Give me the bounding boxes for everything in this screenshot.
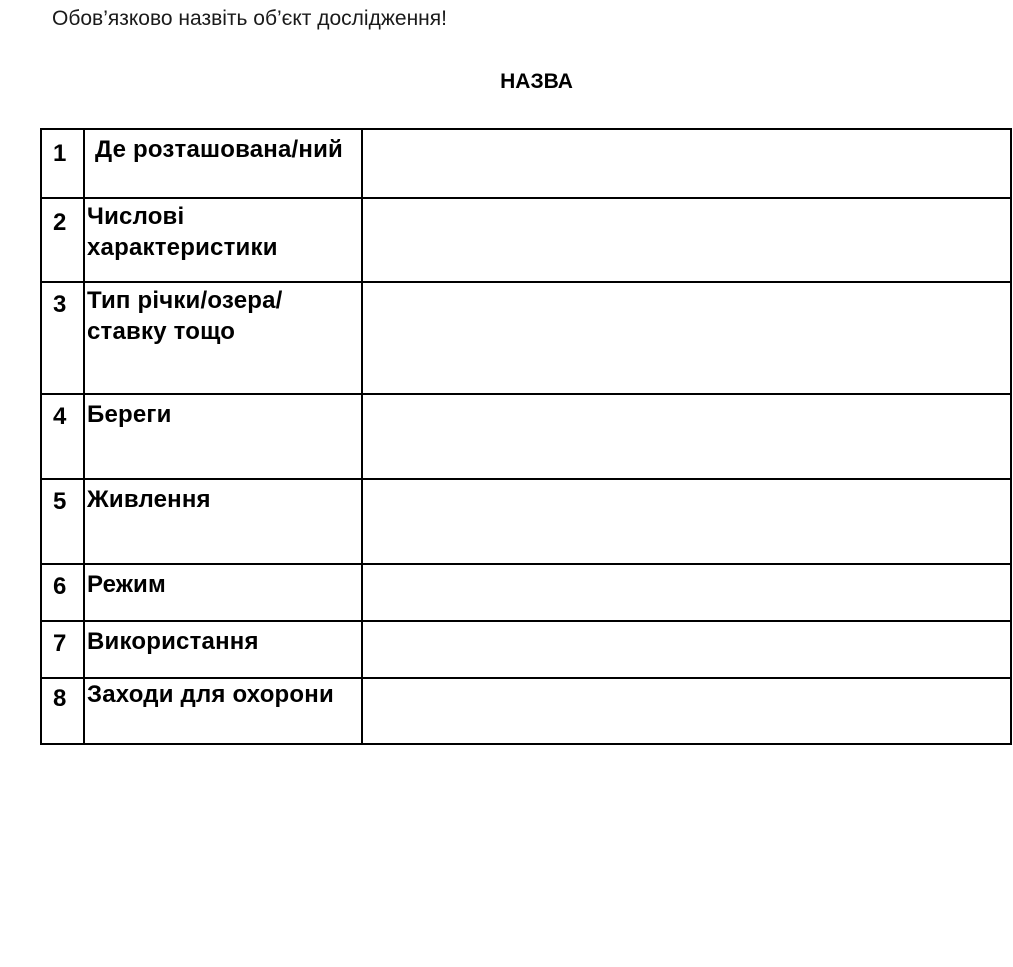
row-label-banks: Береги bbox=[84, 394, 362, 479]
answer-cell-numeric-characteristics[interactable] bbox=[362, 198, 1011, 282]
table-row bbox=[41, 394, 1011, 479]
table-row bbox=[41, 621, 1011, 678]
row-number: 2 bbox=[41, 198, 84, 282]
table-row bbox=[41, 198, 1011, 282]
row-number: 3 bbox=[41, 282, 84, 394]
instruction-text: Обов’язково назвіть об’єкт дослідження! bbox=[52, 7, 447, 30]
row-label-usage: Використання bbox=[84, 621, 362, 678]
description-table bbox=[40, 128, 1012, 745]
answer-cell-usage[interactable] bbox=[362, 621, 1011, 678]
answer-cell-type[interactable] bbox=[362, 282, 1011, 394]
row-number: 5 bbox=[41, 479, 84, 564]
document-title: НАЗВА bbox=[500, 70, 573, 93]
row-number: 4 bbox=[41, 394, 84, 479]
answer-cell-regime[interactable] bbox=[362, 564, 1011, 621]
table-row bbox=[41, 678, 1011, 744]
row-label-protection-measures: Заходи для охорони bbox=[84, 678, 362, 744]
table-row bbox=[41, 564, 1011, 621]
row-number: 6 bbox=[41, 564, 84, 621]
table-row bbox=[41, 479, 1011, 564]
row-label-regime: Режим bbox=[84, 564, 362, 621]
answer-cell-banks[interactable] bbox=[362, 394, 1011, 479]
answer-cell-supply[interactable] bbox=[362, 479, 1011, 564]
table-row bbox=[41, 282, 1011, 394]
row-number: 7 bbox=[41, 621, 84, 678]
row-number: 1 bbox=[41, 129, 84, 198]
row-label-type: Тип річки/озера/ставку тощо bbox=[84, 282, 362, 394]
row-label-numeric-characteristics: Числові характеристики bbox=[84, 198, 362, 282]
answer-cell-location[interactable] bbox=[362, 129, 1011, 198]
table-row bbox=[41, 129, 1011, 198]
row-label-supply: Живлення bbox=[84, 479, 362, 564]
answer-cell-protection-measures[interactable] bbox=[362, 678, 1011, 744]
row-number: 8 bbox=[41, 678, 84, 744]
row-label-location: Де розташована/ний bbox=[84, 129, 362, 198]
